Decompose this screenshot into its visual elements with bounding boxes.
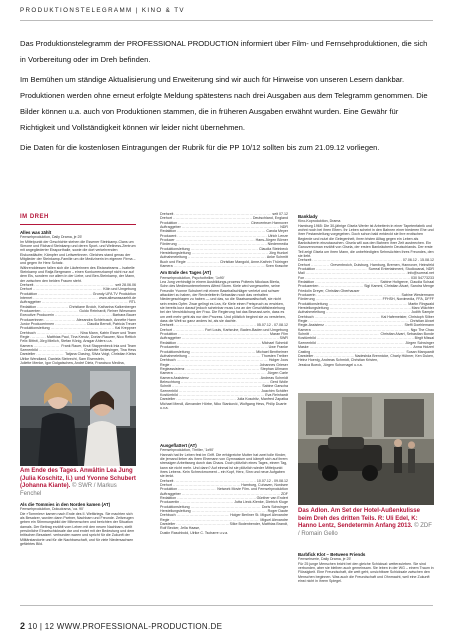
credit-value: Grevenbroich, Duisburg, Hamburg, Bremen, Hannover, Heinsfeld bbox=[330, 262, 434, 267]
credit-value: info@surreal.net bbox=[407, 271, 434, 276]
credit-value: Martin Ringwald bbox=[408, 301, 434, 306]
credit-value: Doris Schwinger bbox=[261, 504, 288, 509]
entry-title: Barbfick Klot – Between Friends bbox=[298, 552, 366, 557]
credit-label: Producerinnen bbox=[20, 317, 44, 322]
credit-value: Miguel Alexandre bbox=[260, 517, 288, 522]
credit-label: Produzenten bbox=[298, 284, 319, 289]
photo-credit-1: © SWR / Markus Fenchel bbox=[20, 483, 117, 497]
credit-label: Executive Producerin bbox=[20, 313, 54, 318]
credit-value: Günther van Endert bbox=[256, 495, 288, 500]
credit-label: Drehort bbox=[298, 262, 310, 267]
credit-value: Julia Koschitz, Manfred Zapatka bbox=[236, 397, 288, 402]
credit-value: Judith Sample bbox=[411, 310, 434, 315]
credit-value: Christian Mangold, Anne-Kathrin Thüringer bbox=[219, 259, 288, 264]
body-text: Juliette Menke, Igor Dolgatschew, André Dietz, Francisco Medina, bbox=[20, 361, 125, 366]
body-text: Die »Tommies« kamen nach Ende des II. Weltkriegs. Sie machten sich als Besatzer, wurden dann Partner, Nachbarn und Freunde. Zeitzeugen geben ein Stimmungsbild der Mitmenschen und berichten der Situation damals. Der Beitrag erzählt vom Leben mit den neuen Nachbarn, stellt persönliche Einzelschicksale dar und endet mit der Bedeutung und dem britischen Besatzerl. verbunden waren und spricht für die Zukunft der Militärstandorte und für die Nachbarschaft, und für viele Niedersachsen gefärbtes Bild. bbox=[20, 511, 135, 546]
credit-label: Produktionsleitung bbox=[160, 504, 190, 509]
body-text: Kino-Koproduktion, Drama bbox=[298, 219, 341, 224]
credit-value: Johannes Grieser bbox=[259, 362, 288, 367]
credit-label: Szenenbild bbox=[298, 340, 316, 345]
dot-leader bbox=[174, 264, 265, 268]
credit-label: Kostümbild bbox=[298, 336, 316, 341]
credit-label: Schnitt bbox=[160, 384, 171, 389]
credit-value: Andreas Schmidt bbox=[260, 375, 288, 380]
issue-number: 10 | 12 bbox=[27, 622, 55, 631]
credit-value: Jörg Hunkel bbox=[268, 251, 288, 256]
intro-paragraph-2: Im Bemühen um ständige Aktualisierung und Erweiterung sind wir auch für Hinweise von unseren Lesern dankbar. Produktionen werden ohne erneut erfolgte Meldung spätestens nach drei Ausgaben aus dem Telegramm genommen. Die Bilder können u.a. auch von Produktionen stammen, die in früheren Ausgaben erwähnt wurden. Eine Gewähr für Richtigkeit und Vollständigkeit können wir leider nicht übernehmen. bbox=[20, 74, 428, 133]
credit-label: Auftraggeber bbox=[160, 225, 181, 230]
credit-label: Kamera Assistenz bbox=[160, 375, 189, 380]
credit-value: Ngo The Chau bbox=[410, 327, 434, 332]
credit-label: Junior Producerinnen bbox=[20, 322, 55, 327]
credit-label: Redaktion bbox=[20, 304, 37, 309]
credit-label: Produktion bbox=[160, 487, 178, 492]
credit-label: Regie bbox=[160, 517, 170, 522]
credit-value: Christian Alvart bbox=[409, 319, 434, 324]
credit-value: Niedermedia bbox=[267, 242, 288, 247]
credit-value: Cinecentrum Hannover bbox=[251, 220, 288, 225]
im-dreh-rule bbox=[20, 224, 136, 225]
dot-leader bbox=[176, 397, 235, 401]
credit-value: ZDF bbox=[281, 491, 288, 496]
photo-caption-1 bbox=[20, 468, 136, 498]
credit-label: Redaktion bbox=[160, 229, 177, 234]
credit-label: Herstellungsleitung bbox=[160, 509, 191, 514]
body-text: Heinz Hoenig, Andreas Schmidt, Christian Kristen, bbox=[298, 358, 379, 363]
credit-label: Drehzeit bbox=[160, 212, 174, 216]
credit-value: Sigi Kamml, Christian Alvart, Sandra Menge bbox=[364, 284, 434, 289]
credit-label: Drehort bbox=[160, 216, 172, 221]
body-text: Hannah hat ihr Leben fest im Griff. Die erfolgreiche Mutter hat zwei tolle Kinder, die jemand lieber als ihren Ehemann von Gymnasium und kämpft sich auf ihrem stressigen Arbeitsweg durch das Chaos. Doch plötzlich eines Tages, einem Tag, kann sie nicht mehr. Und dann? Auf einmal ist sie plötzlich wieder Mittelpunkt ihres Lebens. Kein Schreckmoment – ein Kopf, Herz, Sinn und neue Aufgaben sie lenkt. bbox=[160, 452, 288, 479]
credit-label: Herstellungsleitung bbox=[298, 306, 329, 311]
credit-value: Kai Kreppner bbox=[115, 326, 136, 331]
credit-value: Anna Holzerl bbox=[413, 345, 434, 350]
footer-divider bbox=[20, 605, 433, 606]
credit-label: Aufnahmeleitung bbox=[298, 310, 325, 315]
section-label: PRODUKTIONSTELEGRAMM | KINO & TV bbox=[20, 7, 185, 14]
credit-value: Susan Marquardt bbox=[406, 349, 434, 354]
body-text: Hamburg 1965: Die 30-jährige Gisela Werler ist Arbeiterin in einer Tapetenfabrik und wohnt noch bei ihren Eltern. Ihr Leben scheint in den Bahnen einer biederen Ehe und ihrer Festanstellung vorgegeben. Doch schon bald entdeckt sie ihre erotischen Begierde und nutzt die Gelegenheit, ihren tristen Alltag gegen ein Leben als Bankräuberin einzutauschen. Gisela will aus den Bahnen ihrer Zeit ausbrechen. Ein Ganovenroman erzählt von Gisela, der ersten Bankräuberin Deutschlands. Der erste Teil zeigt Gisela um ihren Mann, die unbefriedigten Sehnsüchten ihres Freundes, den sie liebt. bbox=[298, 223, 434, 258]
body-text: Ulrike Wendland, Daniela Siebrecht, Sam Eisenstein, bbox=[20, 356, 105, 361]
credit-label: Auftraggeber bbox=[160, 336, 181, 341]
credit-label: Produktion bbox=[160, 332, 178, 337]
body-text: Dustin Raschbold, Ulrike C. Tscharre u.v.a. bbox=[160, 530, 229, 535]
credit-label: Darsteller bbox=[298, 353, 314, 358]
credit-label: Förderung bbox=[160, 242, 177, 247]
credit-value: Sabine Garscha bbox=[262, 384, 288, 389]
credit-label: Drehort bbox=[20, 287, 32, 292]
credit-label: Szenenbild bbox=[160, 388, 178, 393]
credit-label: Regie bbox=[20, 335, 30, 340]
credit-label: Regie bbox=[160, 362, 170, 367]
credit-value: Barbara Bauer bbox=[112, 313, 136, 318]
credit-value: Hamburg, Cuhaven, Nordsee bbox=[241, 482, 288, 487]
credit-value: Sabine Holtgreve, Claudia Schaal bbox=[380, 280, 434, 285]
column-1-top bbox=[20, 228, 136, 379]
credit-label: Drehbuch bbox=[20, 330, 36, 335]
credit-value: Joachim Schäfer bbox=[261, 388, 288, 393]
credit-label: Producenten bbox=[20, 309, 41, 314]
credit-value: Ulrich Lenze bbox=[268, 233, 288, 238]
credit-value: Anke Schmitt bbox=[266, 255, 288, 260]
credit-label: Fon bbox=[298, 275, 305, 280]
column-3-bottom bbox=[298, 550, 434, 583]
credit-value: seit 28.06.06 bbox=[115, 282, 136, 287]
intro-paragraph-1: Das Produktionstelegramm der PROFESSIONAL PRODUCTION informiert über Film- und Fernsehproduktionen, die sich in Vorbereitung oder im Dreh befinden. bbox=[20, 39, 428, 65]
film-still-graphic-2 bbox=[298, 393, 434, 505]
credit-label: Regieassistenz bbox=[160, 366, 185, 371]
credit-value: Christiane Broich, Katharina Kalkenberger bbox=[68, 304, 136, 309]
body-text: Fernsehserie, Daily Drama, je 25' bbox=[298, 557, 352, 562]
credit-value: Marc Wächter bbox=[411, 306, 434, 311]
film-still-photo-1 bbox=[20, 366, 136, 466]
credit-value: 030 54773233 bbox=[411, 275, 434, 280]
credit-value: 05.07.12 - 07.08.12 bbox=[256, 323, 288, 328]
credit-value: Claudia Berndt, Patricia Treuer bbox=[86, 322, 136, 327]
credit-value: 07.06.12 - 15.08.12 bbox=[402, 258, 434, 263]
credit-label: Producentin bbox=[160, 345, 180, 350]
credit-value: Eva Reinhardt bbox=[265, 392, 288, 397]
column-2-top bbox=[160, 212, 288, 410]
body-text: Währenddessen fallen sich die Läuferinnen des Eistanzteams – Isabelle Steinkamp und Ratja Bergmann – einen Konkurrenzkampf nicht nur auf dem Eis, sondern vor allem in der Liebe, und Ben-Steinkamp, der Mann, der zwischen den beiden Frauen steht. bbox=[20, 265, 136, 283]
credit-value: Sabine Westermann bbox=[401, 293, 434, 298]
credit-value: Christian Alvart, Sebastian Bonde bbox=[380, 332, 434, 337]
credit-label: Regie-Assistenz bbox=[298, 323, 324, 328]
body-text: Fernsehproduktion, Dokudrama, 'ca. 90' bbox=[20, 507, 84, 512]
credit-value: FFHSH, Nordmedia, FFA, DFFF bbox=[382, 297, 434, 302]
credit-value: Nadeshda Brennicke, Charly Hübner, Ken Duken, bbox=[354, 353, 434, 358]
credit-label: Drehbuch bbox=[298, 314, 314, 319]
credit-value: Deutschland, England bbox=[252, 216, 288, 221]
top-divider bbox=[20, 20, 433, 21]
credit-value: www.alleswaszaehlt.de bbox=[99, 296, 136, 301]
body-text: Fernsehproduktion, Daily Drama, je 25' bbox=[20, 235, 83, 240]
credit-label: Producentin bbox=[160, 500, 180, 505]
body-text: Im Mittelpunkt der Geschichte stehen die Essener Steinkamp-Clans um Simone und Richard Steinkamp und deren Sport- und Wellness-Zentrum mit angegliederter Eissporthalle, sowie die dort verkehrenden Eiskunstläufer, Kämpfer und Leitwertinnen. Gleiches stand genau der Mitglieder der Steinkamp-Familie um die Medizinerin im eigenen Firma – und gegen ihr Herz Schatz. bbox=[20, 239, 136, 266]
credit-value: seit 07.12 bbox=[272, 212, 288, 216]
credit-value: Claudia Steinbeck bbox=[259, 246, 288, 251]
photo-caption-2 bbox=[298, 508, 434, 538]
credit-label: Schnitt bbox=[298, 332, 309, 337]
credit-label: Buch und Regie bbox=[160, 259, 186, 264]
credit-value: Guido Reinhardt, Reiner Wiesmann bbox=[79, 309, 136, 314]
photo-caption-1-text: Am Ende des Tages. Anwältin Lea Jung (Julia Koschitz, li.) und Yvonne Schubert (Johanna Kiante). bbox=[20, 468, 136, 490]
credit-label: Kamera bbox=[20, 343, 33, 348]
credit-label: Kostümbild bbox=[160, 392, 178, 397]
body-text: Lea Jung verhindigt in einem Ausbildungs-prozess Poltenis Nikolaus Bierla, Sohn des Medienunternehmers Alfred Storm. Kiele wird vorgeworfen, seine Freundin Yvonne Schubert mit einem Baseballschläger verletzt und schwer attackiert zu haben, der Revierleiterin Sebastian noch das verhalten Niedergeschlagen zu haben — und das, so die Staatsanwaltschaft, sie nicht sein erstes Opfer. Zwar gelingt es Lea, für Kiele einen Freispruch zu erwirken, sie bereits kurz darauf jedoch scheinbar muss Lea an der Geschäftsbeziehung bei der Verwirklichung der Frau. Die Regierung hat das Bewusst-sein, dass es um weit mehr geht als nur den Prozess. Und plötzlich beginnt sie zu verstehen, dass die Welt so ganz anders ist, als sie dachte. bbox=[160, 280, 286, 324]
credit-label: Aufnahmeleitung bbox=[160, 353, 187, 358]
credit-label: Mail bbox=[298, 271, 305, 276]
credit-label: Produktionsleitung bbox=[20, 326, 50, 331]
credit-value: Alexandra Schlebusch, Annette Hann bbox=[76, 317, 136, 322]
entry-title: Am Ende des Tages (AT) bbox=[160, 270, 212, 276]
credit-value: Network Movie Film- und Fernsehproduktion bbox=[217, 487, 288, 492]
credit-value: Carola Meyer bbox=[266, 229, 288, 234]
page-number: 2 bbox=[20, 621, 26, 631]
credit-value: Stephan Ullmann bbox=[260, 366, 288, 371]
intro-paragraph-3: Die Daten für die kostenlosen Eintragungen der Rubrik für die PP 10/12 sollten bis zum 21.09.12 vorliegen. bbox=[20, 142, 380, 152]
film-still-photo-2 bbox=[298, 393, 434, 505]
credit-value: Tatjana Clasing, Silvia Voigt, Christian Kleiss bbox=[65, 352, 136, 357]
credit-label: Casting bbox=[298, 349, 311, 354]
credit-value: Gerd Wolle bbox=[270, 379, 288, 384]
credit-label: Kamera bbox=[298, 327, 311, 332]
credit-value: Michael Bentheimer bbox=[256, 349, 288, 354]
website-link[interactable]: WWW.PROFESSIONAL-PRODUCTION.DE bbox=[56, 622, 223, 631]
credit-label: Maske bbox=[298, 345, 309, 350]
photo-caption-2-text: Das Adlon. Am Set der Hotel-Außenkulisse beim Dreh des dritten Teils. R: Uli Edel, K: Hanno Lentz, Sendetermin Anfang 2013. bbox=[298, 508, 420, 530]
credit-row bbox=[160, 397, 288, 401]
credit-label: Drehzeit bbox=[160, 323, 174, 328]
entry-title: Als die Tommies in den Norden kamen (AT) bbox=[20, 502, 111, 507]
credit-value: Jürgen Schwinger bbox=[405, 340, 434, 345]
credit-value: Fort Louis, Karlsruhe, Baden-Baden und Umgebung bbox=[205, 327, 288, 332]
credit-label: Producent bbox=[160, 233, 177, 238]
credit-label: Drehzeit bbox=[20, 282, 34, 287]
credit-label: Drehzeit bbox=[298, 258, 312, 263]
column-3 bbox=[298, 212, 434, 367]
body-text: Für 25 junge Menschen bricht bei den gleiche Schicksal: weiterzuleben. Sie sind verbunden, aber sie bleiben auch gemeinsam. Sie leben in der WG – einem Traum in Flüssigkeit. Eine Freundschaft, die weit geht, unsichtbare Schicksale zwischen den Menschen beginnen. Was auch die Freundschaft und Ohnmacht, weil eine Zukunft einst nicht in ihrem Spiegel. bbox=[298, 561, 434, 583]
column-2-bottom bbox=[160, 441, 288, 535]
film-still-graphic-1 bbox=[20, 366, 136, 466]
body-text: Felix Bittnit, Jörg Mielich, Stefan König, Ansgar Ahlers u.a. bbox=[20, 339, 113, 344]
body-text: Rolf Becker, Jella Haase, bbox=[160, 526, 201, 531]
credit-label: Förderung bbox=[298, 297, 315, 302]
credit-value: Kai Hafemeister, Christoph Silber bbox=[381, 314, 434, 319]
credit-label: Redaktion bbox=[160, 340, 177, 345]
credit-value: Grundy UFA TV Produktion bbox=[92, 291, 136, 296]
credit-value: Nina Mann, Katrin Esser und Team bbox=[80, 330, 136, 335]
credit-value: Frank Rauer, Knut Stappenbeck Inia und Team bbox=[61, 343, 136, 348]
credit-value: RTL bbox=[129, 300, 136, 305]
credit-value: Maran Film bbox=[270, 332, 288, 337]
credit-value: Holger Joos bbox=[268, 358, 288, 363]
credit-value: Thorsten Treiber bbox=[261, 353, 288, 358]
credit-value: Charlotte Schlesinger, Tina Hess bbox=[83, 348, 136, 353]
body-text: Fernsehproduktion, Psychothriller, '1x90' bbox=[160, 275, 225, 280]
page-footer bbox=[20, 621, 222, 631]
credit-label: Drehzeit bbox=[160, 478, 174, 483]
credit-label: Darsteller bbox=[160, 397, 176, 402]
credit-value: Sven Krasche bbox=[265, 264, 288, 269]
credit-label: Darsteller bbox=[160, 522, 176, 527]
credit-label: Herstellungsleitung bbox=[160, 251, 191, 256]
credit-label: Redaktion bbox=[160, 495, 177, 500]
credit-value: Steffi Doehlemann bbox=[404, 323, 434, 328]
credit-label: Produktionsleitung bbox=[298, 301, 328, 306]
credit-value: Holger Berliner St. Miguel Alexandre bbox=[230, 513, 288, 518]
credit-label: Auftraggeber bbox=[20, 300, 41, 305]
credit-value: Birgit Missal bbox=[414, 336, 434, 341]
credit-label: Drehort bbox=[160, 327, 172, 332]
credit-label: Beleuchtung bbox=[160, 379, 180, 384]
credit-value: Surreal Entertainment, Studiocanal, NDR bbox=[368, 266, 434, 271]
credit-label: Darsteller bbox=[20, 352, 36, 357]
entry-title: Ausgeflattert (AT) bbox=[160, 443, 197, 448]
credit-label: Produktion bbox=[20, 291, 38, 296]
credit-label: Produktion bbox=[160, 220, 178, 225]
credit-value: Uwe Franke bbox=[268, 345, 288, 350]
credit-value: Hans-Jürgen Börner bbox=[255, 238, 288, 243]
credit-label: Produktionsleitung bbox=[160, 349, 190, 354]
body-text: Friedolin Dreyer, Christian Oberhauser bbox=[298, 288, 360, 293]
credit-value: Roger Daute bbox=[267, 509, 288, 514]
credit-value: Köln und Umgebung bbox=[103, 287, 136, 292]
credit-label: Drehbuch bbox=[160, 358, 176, 363]
credit-label: Internet bbox=[20, 296, 33, 301]
entry-title: Alles was zählt bbox=[20, 230, 52, 235]
credit-label: Kamera bbox=[160, 264, 173, 269]
credit-value: Jürgen Carle bbox=[267, 371, 288, 376]
credit-label: Producerin bbox=[298, 293, 316, 298]
body-text: Jessica Boeck, Jürgen Schornagel u.v.a. bbox=[298, 362, 363, 367]
credit-label: Redaktion bbox=[298, 280, 315, 285]
credit-value: NDR bbox=[280, 225, 288, 230]
credit-value: Silke Bodenbender, Matthias Brandt, bbox=[229, 522, 288, 527]
credit-label: Aufnahmeleitung bbox=[160, 255, 187, 260]
credit-label: Produktionsleitung bbox=[160, 246, 190, 251]
entry-title: Banklady bbox=[298, 214, 318, 219]
im-dreh-heading: IM DREH bbox=[20, 214, 49, 220]
column-1-bottom bbox=[20, 500, 136, 546]
credit-label: Produktion bbox=[298, 266, 316, 271]
credit-value: Michael Schmidl bbox=[261, 340, 288, 345]
credit-label: Drehort bbox=[160, 482, 172, 487]
credit-value: SWR bbox=[279, 336, 288, 341]
credit-label: Kamera bbox=[160, 371, 173, 376]
credit-row bbox=[160, 264, 288, 268]
credit-label: Producer bbox=[160, 238, 175, 243]
credit-label: Regie bbox=[298, 319, 308, 324]
photo-credit-2: © ZDF / Romain Gello bbox=[298, 523, 432, 537]
credit-value: 10.07.12 - 09.08.12 bbox=[256, 478, 288, 483]
body-text: Fernsehproduktion, Thriller, '1x90' bbox=[160, 448, 214, 453]
body-text: Michael Mendl, Alexander Hörbe, Niko Stanković, Wolfgang Hess, Philip Duarte u.v.a. bbox=[160, 401, 287, 410]
credit-label: Szenenbild bbox=[20, 348, 38, 353]
credit-label: Auftraggeber bbox=[160, 491, 181, 496]
intro-text bbox=[20, 36, 432, 159]
credit-value: Matthias Paul, Tina Kreutz, Dorian Rauwer, Nico Rettich bbox=[46, 335, 136, 340]
credit-label: Drehbuch bbox=[160, 513, 176, 518]
credit-value: Jutta Lieck-Klenke, Dietrich Kluge bbox=[234, 500, 288, 505]
